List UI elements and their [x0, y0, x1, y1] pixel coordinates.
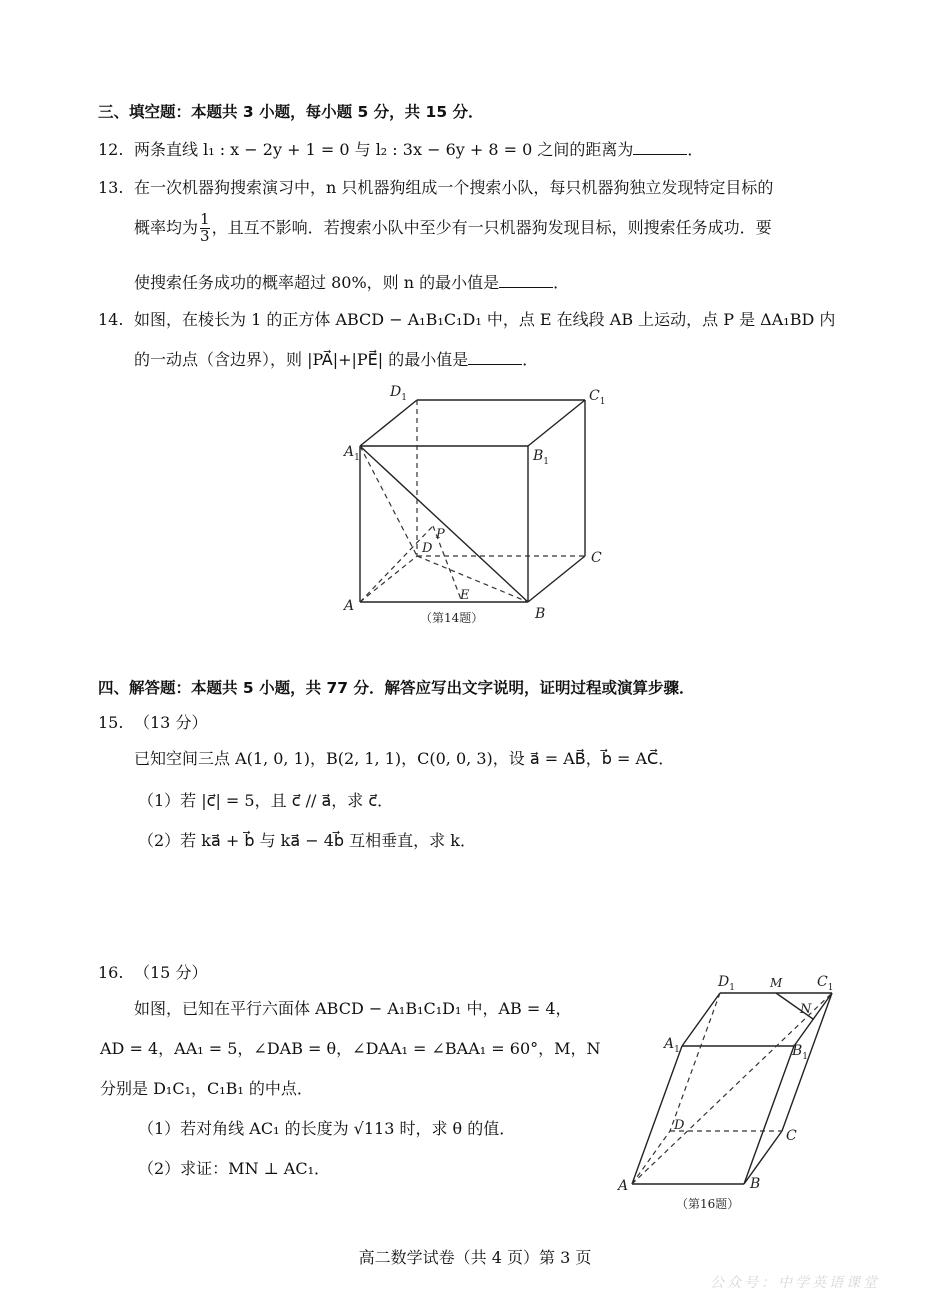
question-13-line-3: 使搜索任务成功的概率超过 80%，则 n 的最小值是 ．	[134, 273, 570, 292]
section-3-title: 三、填空题：本题共 3 小题，每小题 5 分，共 15 分．	[98, 103, 484, 121]
section-4-title: 四、解答题：本题共 5 小题，共 77 分．解答应写出文字说明，证明过程或演算步骤．	[98, 679, 695, 697]
label-M: M	[770, 976, 783, 990]
label-C: C	[786, 1128, 797, 1144]
question-15-part-1: （1）若 |c⃗| = 5，且 c⃗ // a⃗，求 c⃗．	[138, 791, 394, 810]
segment-AP-hidden	[360, 526, 433, 602]
label-B: B	[535, 606, 546, 622]
page-footer: 高二数学试卷（共 4 页）第 3 页	[358, 1248, 592, 1267]
question-16-line-3: 分别是 D₁C₁，C₁B₁ 的中点．	[100, 1079, 313, 1098]
segment-A1B	[360, 446, 528, 602]
fraction: $\frac{1}{3}$	[200, 210, 210, 245]
label-A1: $A_1$	[344, 444, 360, 463]
question-14-line-2: 的一动点（含边界），则 |PA⃗|+|PE⃗| 的最小值是 ．	[134, 350, 539, 369]
label-E: E	[460, 588, 470, 603]
question-number: 16.	[98, 963, 124, 982]
edge-B1C1	[794, 993, 832, 1046]
label-C1: $C_1$	[589, 388, 606, 407]
figure-16-parallelepiped	[610, 966, 850, 1216]
label-D: D	[674, 1118, 685, 1133]
label-A: A	[618, 1178, 629, 1194]
question-16-line-2: AD = 4，AA₁ = 5，∠DAB = θ，∠DAA₁ = ∠BAA₁ = 60°，M，N	[100, 1039, 601, 1058]
edge-B1B	[744, 1046, 794, 1184]
question-number: 15.	[98, 713, 124, 732]
label-B1: $B_1$	[533, 448, 550, 467]
question-16-part-1: （1）若对角线 AC₁ 的长度为 √113 时，求 θ 的值．	[138, 1119, 516, 1138]
label-C1: $C_1$	[817, 974, 834, 993]
label-B1: $B_1$	[792, 1043, 809, 1062]
label-A1: $A_1$	[664, 1036, 680, 1055]
answer-blank	[499, 273, 553, 288]
label-D1: $D_1$	[390, 384, 407, 403]
watermark: 公众号：中学英语课堂	[710, 1275, 880, 1291]
answer-blank	[468, 350, 522, 365]
question-15-part-2: （2）若 ka⃗ + b⃗ 与 ka⃗ − 4b⃗ 互相垂直，求 k．	[138, 831, 476, 850]
edge-AD-hidden	[360, 556, 417, 602]
question-16-part-2: （2）求证：MN ⊥ AC₁．	[138, 1159, 330, 1178]
label-N: N	[800, 1002, 812, 1017]
label-D1: $D_1$	[718, 974, 735, 993]
edge-A1D1	[682, 993, 720, 1046]
label-D: D	[422, 541, 433, 556]
label-B: B	[750, 1176, 761, 1192]
edge-D1D-hidden	[670, 993, 720, 1131]
question-number: 14.	[98, 310, 124, 329]
question-16-header: 16. （15 分）	[98, 963, 208, 982]
question-number: 12.	[98, 140, 124, 159]
segment-A1D-hidden	[360, 446, 417, 556]
figure-14-cube	[330, 380, 630, 630]
question-12: 12. 两条直线 l₁ : x − 2y + 1 = 0 与 l₂ : 3x − 6y + 8 = 0 之间的距离为 ．	[98, 140, 704, 159]
question-12-text: 两条直线 l₁ : x − 2y + 1 = 0 与 l₂ : 3x − 6y + 8 = 0 之间的距离为	[134, 140, 634, 159]
edge-A1D1	[360, 400, 417, 446]
answer-blank	[633, 140, 687, 155]
label-C: C	[591, 550, 602, 566]
label-P: P	[436, 527, 445, 542]
label-A: A	[344, 598, 355, 614]
question-15-line-1: 已知空间三点 A(1, 0, 1)，B(2, 1, 1)，C(0, 0, 3)，设 a⃗ = AB⃗，b⃗ = AC⃗．	[134, 749, 675, 768]
figure-14-caption: （第14题）	[420, 611, 484, 625]
question-14-line-1: 14. 如图，在棱长为 1 的正方体 ABCD − A₁B₁C₁D₁ 中，点 E 在线段 AB 上运动，点 P 是 ΔA₁BD 内	[98, 310, 836, 329]
diagonal-AC1-hidden	[632, 993, 832, 1184]
edge-B1C1	[528, 400, 585, 446]
edge-A1A	[632, 1046, 682, 1184]
edge-AD-hidden	[632, 1131, 670, 1184]
question-number: 13.	[98, 178, 124, 197]
question-13-line-2: 概率均为 $\frac{1}{3}$ ，且互不影响．若搜索小队中至少有一只机器狗发现目标，则搜索任务成功．要	[134, 210, 772, 245]
edge-BC	[528, 556, 585, 602]
segment-DB-hidden	[417, 556, 528, 602]
question-15-header: 15. （13 分）	[98, 713, 208, 732]
question-16-line-1: 如图，已知在平行六面体 ABCD − A₁B₁C₁D₁ 中，AB = 4，	[134, 999, 572, 1018]
figure-16-caption: （第16题）	[676, 1197, 740, 1211]
question-13-line-1: 13. 在一次机器狗搜索演习中，n 只机器狗组成一个搜索小队，每只机器狗独立发现特定目标的	[98, 178, 774, 197]
